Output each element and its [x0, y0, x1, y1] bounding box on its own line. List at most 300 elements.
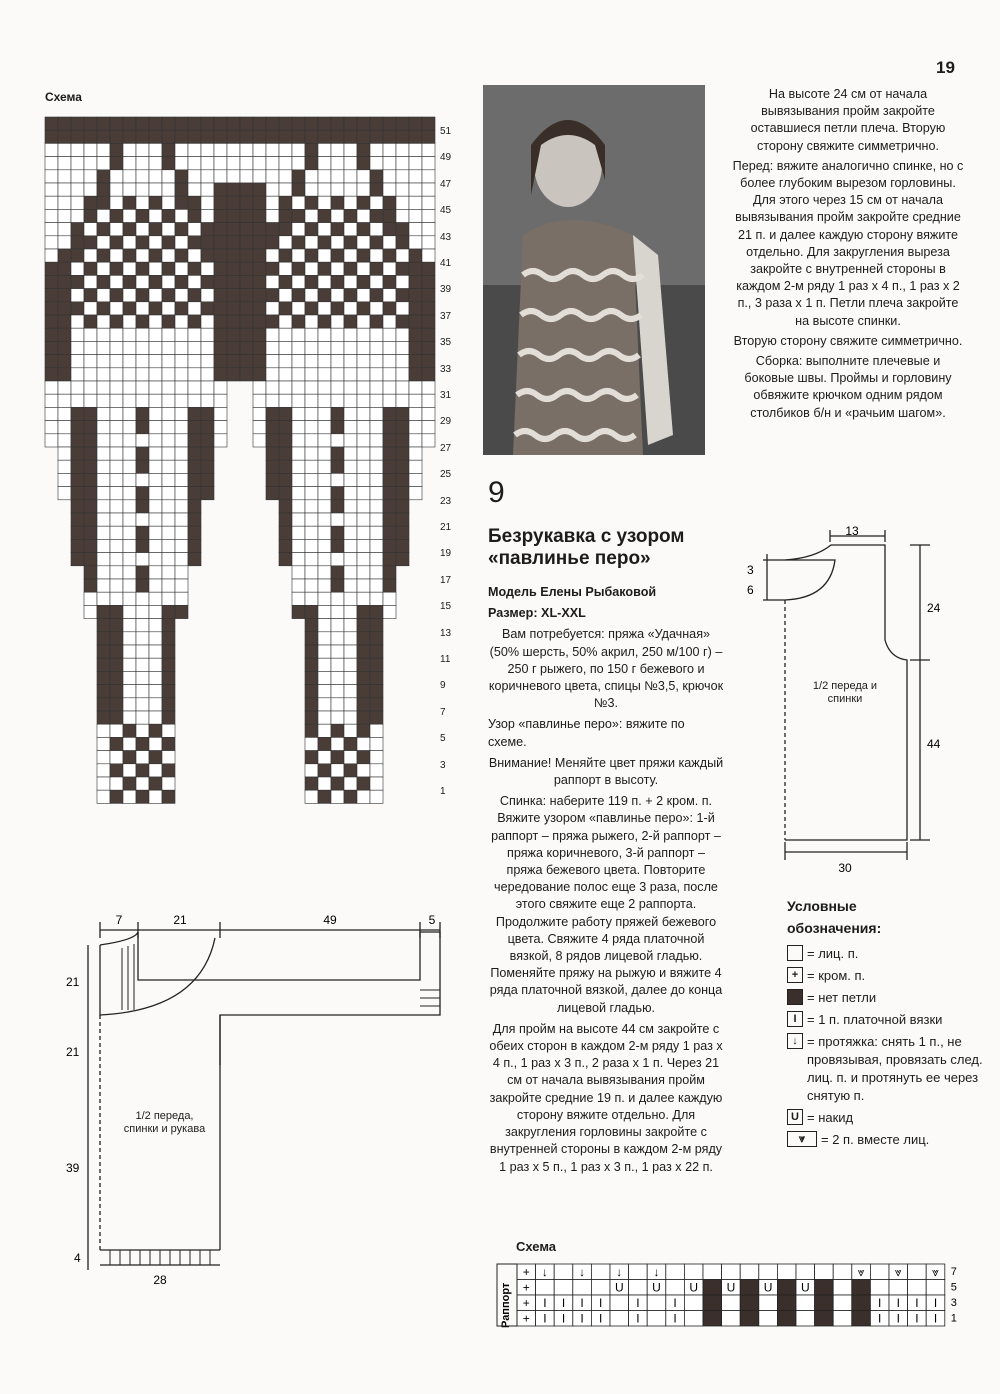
chart-cell: [292, 553, 305, 566]
chart-cell: [370, 223, 383, 236]
chart-cell: [292, 315, 305, 328]
chart-cell: [58, 170, 71, 183]
chart-cell: [175, 117, 188, 130]
chart-cell: [370, 539, 383, 552]
chart-cell: [370, 196, 383, 209]
chart-cell: [370, 698, 383, 711]
chart-cell: [240, 262, 253, 275]
chart-cell: [279, 421, 292, 434]
chart-cell: [149, 421, 162, 434]
legend-item: [787, 1131, 987, 1149]
chart-cell: [71, 381, 84, 394]
chart-cell: [214, 223, 227, 236]
chart-cell: [396, 289, 409, 302]
dim-t3: 49: [323, 913, 337, 927]
chart-cell: [396, 328, 409, 341]
chart-cell: [188, 539, 201, 552]
chart-cell: [331, 355, 344, 368]
chart-cell: [97, 685, 110, 698]
chart-cell: [240, 209, 253, 222]
chart-cell: [84, 421, 97, 434]
chart-cell: [292, 394, 305, 407]
chart-cell: [97, 170, 110, 183]
chart-cell: [162, 447, 175, 460]
chart-cell: [409, 223, 422, 236]
chart-cell: [162, 698, 175, 711]
chart-cell: [253, 302, 266, 315]
chart-cell: [227, 315, 240, 328]
chart-cell: [396, 130, 409, 143]
chart-cell: [591, 1264, 610, 1280]
chart-cell: [136, 539, 149, 552]
chart-cell: [188, 315, 201, 328]
chart-cell: [58, 421, 71, 434]
chart-cell: [383, 315, 396, 328]
chart-cell: [292, 381, 305, 394]
chart-cell: [110, 421, 123, 434]
chart-cell: [45, 183, 58, 196]
chart-cell: [71, 500, 84, 513]
chart-cell: [370, 751, 383, 764]
chart-cell: [71, 289, 84, 302]
chart-cell: [318, 381, 331, 394]
chart-cell: [123, 315, 136, 328]
chart-cell: [292, 183, 305, 196]
chart-cell: [279, 170, 292, 183]
chart-cell: [162, 394, 175, 407]
chart-cell: [45, 302, 58, 315]
chart-cell: [331, 539, 344, 552]
chart-cell: [110, 355, 123, 368]
chart-cell: [357, 394, 370, 407]
chart-cell: [97, 434, 110, 447]
chart-cell: [110, 328, 123, 341]
chart-cell: [201, 368, 214, 381]
chart-cell: [84, 275, 97, 288]
chart-cell: [214, 355, 227, 368]
chart-cell: [409, 434, 422, 447]
chart-cell: [136, 355, 149, 368]
chart-cell: [331, 223, 344, 236]
chart-cell: [266, 341, 279, 354]
chart-cell: [292, 407, 305, 420]
chart-cell: [175, 605, 188, 618]
chart-cell: [344, 407, 357, 420]
chart-cell: [149, 592, 162, 605]
chart-cell: [344, 500, 357, 513]
chart-cell: [201, 275, 214, 288]
chart-cell: [331, 262, 344, 275]
chart-cell: [383, 473, 396, 486]
text-paragraph: На высоте 24 см от начала вывязывания пройм закройте оставшиеся петли плеча. Вторую сторону свяжите симметрично.: [750, 87, 946, 153]
chart-cell: [97, 289, 110, 302]
chart-cell: [815, 1311, 834, 1327]
chart-cell: [123, 236, 136, 249]
chart-cell: [201, 487, 214, 500]
chart-cell: [97, 130, 110, 143]
chart-cell: [227, 355, 240, 368]
stitch-symbol: I: [561, 1311, 566, 1326]
chart-cell: [149, 751, 162, 764]
chart-cell: [331, 143, 344, 156]
chart-cell: [305, 421, 318, 434]
stitch-symbol: I: [543, 1296, 547, 1310]
chart-cell: [110, 209, 123, 222]
chart-cell: [253, 289, 266, 302]
chart-cell: [84, 539, 97, 552]
chart-cell: [110, 777, 123, 790]
chart-cell: [214, 196, 227, 209]
chart-cell: [149, 685, 162, 698]
chart-cell: [97, 619, 110, 632]
chart-cell: [305, 539, 318, 552]
chart-cell: [71, 275, 84, 288]
chart-cell: [610, 1295, 629, 1311]
chart-cell: [610, 1311, 629, 1327]
chart-cell: [318, 130, 331, 143]
chart-cell: [357, 539, 370, 552]
chart-cell: [71, 526, 84, 539]
vest-pattern-diagram: [745, 520, 955, 880]
chart-cell: [422, 236, 435, 249]
chart-cell: [175, 302, 188, 315]
row-number: 7: [950, 1266, 957, 1278]
chart-cell: [292, 196, 305, 209]
edge-stitch-icon: +: [787, 967, 803, 983]
chart-cell: [344, 434, 357, 447]
chart-cell: [266, 236, 279, 249]
chart-cell: [97, 407, 110, 420]
chart-cell: [136, 341, 149, 354]
chart-cell: [253, 209, 266, 222]
chart-cell: [815, 1280, 834, 1296]
chart-cell: [84, 394, 97, 407]
chart-cell: [45, 209, 58, 222]
chart-cell: [318, 658, 331, 671]
chart-cell: [175, 355, 188, 368]
chart-cell: [97, 117, 110, 130]
chart-cell: [357, 592, 370, 605]
chart-cell: [162, 209, 175, 222]
chart-cell: [344, 487, 357, 500]
chart-cell: [318, 487, 331, 500]
chart-cell: [97, 790, 110, 803]
row-number: 13: [440, 627, 452, 639]
chart-cell: [357, 302, 370, 315]
chart-cell: [409, 447, 422, 460]
chart-cell: [58, 249, 71, 262]
chart-cell: [777, 1264, 796, 1280]
chart-cell: [71, 328, 84, 341]
chart-cell: [370, 143, 383, 156]
chart-cell: [84, 368, 97, 381]
chart-cell: [227, 117, 240, 130]
chart-cell: [175, 592, 188, 605]
chart-cell: [357, 526, 370, 539]
chart-cell: [396, 183, 409, 196]
chart-cell: [344, 196, 357, 209]
chart-cell: [188, 275, 201, 288]
chart-cell: [162, 513, 175, 526]
chart-cell: [84, 130, 97, 143]
chart-cell: [344, 381, 357, 394]
continued-text: [730, 86, 966, 425]
chart-cell: [110, 196, 123, 209]
chart-cell: [84, 117, 97, 130]
chart-cell: [331, 209, 344, 222]
chart-cell: [58, 407, 71, 420]
chart-cell: [292, 157, 305, 170]
attention-note: Внимание! Меняйте цвет пряжи каждый раппорт в высоту.: [488, 755, 724, 788]
chart-cell: [305, 513, 318, 526]
chart-cell: [666, 1280, 685, 1296]
chart-cell: [240, 368, 253, 381]
chart-cell: [318, 460, 331, 473]
chart-cell: [71, 130, 84, 143]
chart-cell: [370, 671, 383, 684]
chart-cell: [149, 711, 162, 724]
legend-text: = протяжка: снять 1 п., не провязывая, провязать след. лиц. п. и протянуть ее через снятую п.: [807, 1034, 983, 1103]
chart-cell: [318, 685, 331, 698]
chart-cell: [240, 196, 253, 209]
chart-cell: [97, 777, 110, 790]
chart-cell: [383, 328, 396, 341]
chart-cell: [318, 526, 331, 539]
schema-title: Схема: [516, 1239, 557, 1254]
chart-cell: [305, 605, 318, 618]
chart-cell: [370, 302, 383, 315]
chart-cell: [318, 183, 331, 196]
chart-cell: [136, 315, 149, 328]
chart-cell: [136, 777, 149, 790]
chart-cell: [110, 315, 123, 328]
chart-cell: [331, 777, 344, 790]
chart-cell: [305, 566, 318, 579]
chart-cell: [331, 553, 344, 566]
chart-cell: [383, 487, 396, 500]
chart-cell: [97, 711, 110, 724]
chart-cell: [279, 289, 292, 302]
chart-cell: [396, 315, 409, 328]
chart-cell: [396, 434, 409, 447]
chart-cell: [97, 632, 110, 645]
chart-cell: [292, 605, 305, 618]
chart-cell: [188, 236, 201, 249]
chart-cell: [305, 632, 318, 645]
chart-cell: [331, 249, 344, 262]
row-number: 9: [440, 680, 446, 692]
chart-cell: [123, 645, 136, 658]
chart-cell: [162, 407, 175, 420]
chart-cell: [149, 328, 162, 341]
chart-cell: [149, 249, 162, 262]
chart-cell: [318, 553, 331, 566]
chart-cell: [318, 117, 331, 130]
chart-cell: [162, 632, 175, 645]
chart-cell: [110, 566, 123, 579]
chart-cell: [305, 460, 318, 473]
chart-cell: [409, 368, 422, 381]
chart-cell: [149, 341, 162, 354]
chart-cell: [123, 579, 136, 592]
chart-cell: [58, 143, 71, 156]
chart-cell: [136, 737, 149, 750]
chart-cell: [344, 302, 357, 315]
chart-cell: [214, 407, 227, 420]
chart-cell: [162, 328, 175, 341]
chart-cell: [266, 355, 279, 368]
chart-cell: [266, 130, 279, 143]
chart-cell: [357, 605, 370, 618]
chart-cell: [227, 196, 240, 209]
chart-cell: [292, 355, 305, 368]
chart-cell: [305, 434, 318, 447]
chart-cell: [136, 711, 149, 724]
chart-cell: [396, 473, 409, 486]
chart-cell: [396, 381, 409, 394]
text-paragraph: Перед: вяжите аналогично спинке, но с более глубоким вырезом горловины. Для этого через 15 см от начала вывязывания пройм закройте средние 21 п. и далее каждую сторону вяжите отдельно. Для закругления выреза закройте с внутренней стороны в каждом 2-м ряду 1 раз х 4 п., 1 раз х 2 п., 3 раза х 1 п. Петли плеча закройте на высоте спинки.: [732, 158, 964, 328]
chart-cell: [292, 117, 305, 130]
chart-cell: [84, 183, 97, 196]
chart-cell: [383, 143, 396, 156]
chart-cell: [110, 500, 123, 513]
row-number: 21: [440, 522, 452, 533]
chart-cell: [136, 698, 149, 711]
chart-cell: [409, 407, 422, 420]
chart-cell: [58, 262, 71, 275]
chart-cell: [318, 790, 331, 803]
chart-cell: [292, 434, 305, 447]
chart-cell: [110, 381, 123, 394]
chart-cell: [58, 473, 71, 486]
chart-cell: [357, 328, 370, 341]
chart-cell: [370, 117, 383, 130]
chart-cell: [123, 249, 136, 262]
chart-cell: [227, 262, 240, 275]
chart-cell: [162, 117, 175, 130]
chart-cell: [759, 1311, 778, 1327]
chart-cell: [136, 605, 149, 618]
chart-cell: [58, 209, 71, 222]
chart-cell: [370, 236, 383, 249]
chart-cell: [370, 526, 383, 539]
chart-cell: [162, 605, 175, 618]
chart-cell: [71, 143, 84, 156]
chart-cell: [149, 196, 162, 209]
chart-cell: [175, 170, 188, 183]
legend-item: [787, 1033, 987, 1105]
chart-cell: [318, 368, 331, 381]
chart-cell: [110, 302, 123, 315]
chart-cell: [266, 487, 279, 500]
chart-cell: [123, 328, 136, 341]
chart-cell: [45, 341, 58, 354]
chart-cell: [422, 315, 435, 328]
chart-cell: [357, 658, 370, 671]
chart-cell: [136, 328, 149, 341]
row-number: 29: [440, 416, 452, 428]
chart-cell: [188, 487, 201, 500]
chart-cell: [123, 368, 136, 381]
chart-cell: [214, 130, 227, 143]
chart-cell: [214, 341, 227, 354]
chart-cell: [162, 289, 175, 302]
chart-cell: [214, 368, 227, 381]
row-number: 49: [440, 152, 452, 164]
chart-cell: [370, 275, 383, 288]
legend-text: = 2 п. вместе лиц.: [821, 1132, 930, 1147]
chart-cell: [110, 658, 123, 671]
chart-cell: [357, 500, 370, 513]
chart-cell: [84, 592, 97, 605]
chart-cell: [796, 1311, 815, 1327]
chart-cell: [703, 1295, 722, 1311]
chart-cell: [71, 157, 84, 170]
chart-cell: [629, 1264, 648, 1280]
chart-cell: [149, 698, 162, 711]
legend-title: Условные обозначения:: [787, 898, 882, 936]
chart-cell: [370, 724, 383, 737]
chart-cell: [344, 579, 357, 592]
chart-cell: [344, 473, 357, 486]
chart-cell: [123, 223, 136, 236]
chart-cell: [84, 566, 97, 579]
chart-cell: [58, 196, 71, 209]
chart-cell: [149, 236, 162, 249]
chart-cell: [71, 473, 84, 486]
chart-cell: [162, 275, 175, 288]
chart-cell: [370, 658, 383, 671]
chart-cell: [97, 737, 110, 750]
chart-cell: [136, 117, 149, 130]
chart-cell: [383, 407, 396, 420]
dim-bottom: 28: [153, 1273, 167, 1287]
stitch-symbol: ⩔: [857, 1265, 865, 1279]
chart-cell: [149, 315, 162, 328]
chart-cell: [110, 223, 123, 236]
chart-cell: [162, 685, 175, 698]
chart-cell: [370, 262, 383, 275]
chart-cell: [84, 341, 97, 354]
chart-cell: [110, 605, 123, 618]
chart-cell: [357, 209, 370, 222]
chart-cell: [357, 447, 370, 460]
chart-cell: [331, 183, 344, 196]
chart-cell: [123, 289, 136, 302]
chart-cell: [58, 236, 71, 249]
k2tog-icon: ⩔: [787, 1131, 817, 1147]
chart-cell: [162, 592, 175, 605]
chart-cell: [777, 1280, 796, 1296]
chart-cell: [188, 553, 201, 566]
chart-cell: [175, 143, 188, 156]
chart-cell: [58, 183, 71, 196]
chart-cell: [396, 236, 409, 249]
chart-cell: [149, 632, 162, 645]
chart-cell: [97, 592, 110, 605]
chart-cell: [110, 275, 123, 288]
chart-cell: [110, 737, 123, 750]
chart-cell: [292, 130, 305, 143]
chart-cell: [58, 434, 71, 447]
chart-cell: [149, 394, 162, 407]
chart-cell: [123, 302, 136, 315]
chart-cell: [292, 473, 305, 486]
chart-cell: [318, 157, 331, 170]
chart-cell: [370, 341, 383, 354]
chart-cell: [383, 223, 396, 236]
chart-cell: [331, 698, 344, 711]
